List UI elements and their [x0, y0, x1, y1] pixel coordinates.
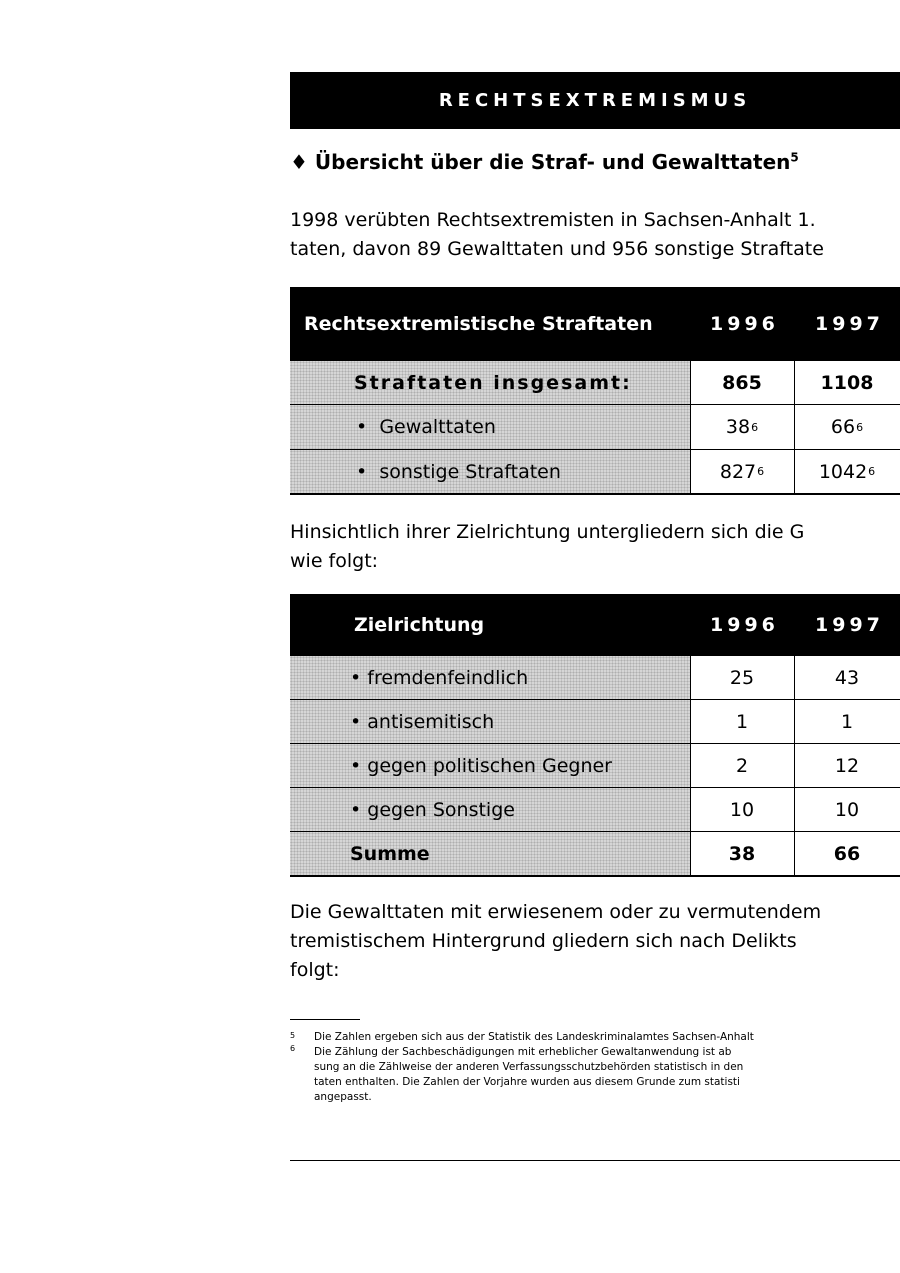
intro-line-1: 1998 verübten Rechtsextremisten in Sachsen-Anhalt 1.	[290, 209, 816, 231]
page-header-bar	[290, 72, 900, 129]
table2-value-1996: 10	[690, 788, 795, 831]
table1-body	[290, 361, 900, 495]
table1-header-1996: 1996	[710, 313, 779, 335]
table2-label: • fremdenfeindlich	[290, 656, 691, 699]
footnote-number: 6	[290, 1044, 296, 1053]
table1-value-1996: 865	[690, 361, 795, 404]
table1-value-1996: 38 6	[690, 405, 795, 449]
table2-label-summe: Summe	[290, 832, 691, 875]
table2-value-1997: 12	[834, 754, 860, 777]
paragraph2-line-1: Hinsichtlich ihrer Zielrichtung untergliedern sich die G	[290, 521, 805, 543]
footnote-text: taten enthalten. Die Zahlen der Vorjahre wurden aus diesem Grunde zum statisti	[314, 1076, 740, 1088]
table-row	[290, 831, 900, 875]
table2-value-1996: 2	[690, 744, 795, 787]
table-row	[290, 699, 900, 743]
paragraph3-line-3: folgt:	[290, 959, 340, 981]
footnote-number: 5	[290, 1031, 296, 1040]
paragraph-delikts	[290, 898, 900, 985]
table1-value-1997: 1108	[820, 371, 874, 394]
table1-value-1996: 827 6	[690, 450, 795, 493]
footnote-text: angepasst.	[314, 1091, 372, 1103]
intro-line-2: taten, davon 89 Gewalttaten und 956 sonstige Straftate	[290, 238, 824, 260]
table2-label: • gegen Sonstige	[290, 788, 691, 831]
table-row	[290, 656, 900, 699]
table-row	[290, 787, 900, 831]
table-row	[290, 743, 900, 787]
table2-label: • antisemitisch	[290, 700, 691, 743]
intro-paragraph	[290, 206, 900, 264]
table2-header	[290, 594, 900, 656]
table1-label-sonstige: • sonstige Straftaten	[290, 450, 691, 493]
section-title-text: Übersicht über die Straf- und Gewalttaten	[314, 150, 791, 174]
footnote-text: sung an die Zählweise der anderen Verfassungsschutzbehörden statistisch in den	[314, 1061, 744, 1073]
table-row	[290, 404, 900, 449]
paragraph3-line-1: Die Gewalttaten mit erwiesenem oder zu vermutendem	[290, 901, 822, 923]
bullet-diamond-icon: ♦	[290, 150, 308, 174]
table2-body	[290, 656, 900, 877]
paragraph3-line-2: tremistischem Hintergrund gliedern sich nach Delikts	[290, 930, 797, 952]
section-title	[290, 150, 900, 174]
table2-header-1997: 1997	[815, 614, 884, 636]
footnote-text: Die Zählung der Sachbeschädigungen mit erheblicher Gewaltanwendung ist ab	[314, 1046, 732, 1058]
table2-value-1997: 66	[833, 842, 861, 865]
paragraph-zielrichtung	[290, 518, 900, 576]
table2-value-1996: 1	[690, 700, 795, 743]
table-row	[290, 361, 900, 404]
table1-header-label: Rechtsextremistische Straftaten	[304, 313, 653, 335]
paragraph2-line-2: wie folgt:	[290, 550, 379, 572]
table2-header-1996: 1996	[710, 614, 779, 636]
table2-header-label: Zielrichtung	[354, 614, 485, 636]
table1-header-1997: 1997	[815, 313, 884, 335]
table1-header	[290, 287, 900, 361]
table2-value-1996: 25	[690, 656, 795, 699]
table2-label: • gegen politischen Gegner	[290, 744, 691, 787]
table1-value-1997: 1042 6	[818, 460, 876, 483]
table2-value-1997: 43	[834, 666, 860, 689]
table-row	[290, 449, 900, 493]
footnote-text: Die Zahlen ergeben sich aus der Statistik des Landeskriminalamtes Sachsen-Anhalt	[314, 1031, 754, 1043]
footnote-divider	[290, 1019, 360, 1020]
page-bottom-rule	[290, 1160, 900, 1161]
table1-label-gewalttaten: • Gewalttaten	[290, 405, 691, 449]
table1-value-1997: 66 6	[830, 416, 864, 438]
table2-value-1997: 10	[834, 798, 860, 821]
footnote-ref: 5	[790, 150, 799, 165]
table2-value-1996: 38	[690, 832, 795, 875]
page-header-title: RECHTSEXTREMISMUS	[438, 90, 752, 111]
table2-value-1997: 1	[840, 710, 854, 733]
table1-label-total: Straftaten insgesamt:	[290, 361, 691, 404]
